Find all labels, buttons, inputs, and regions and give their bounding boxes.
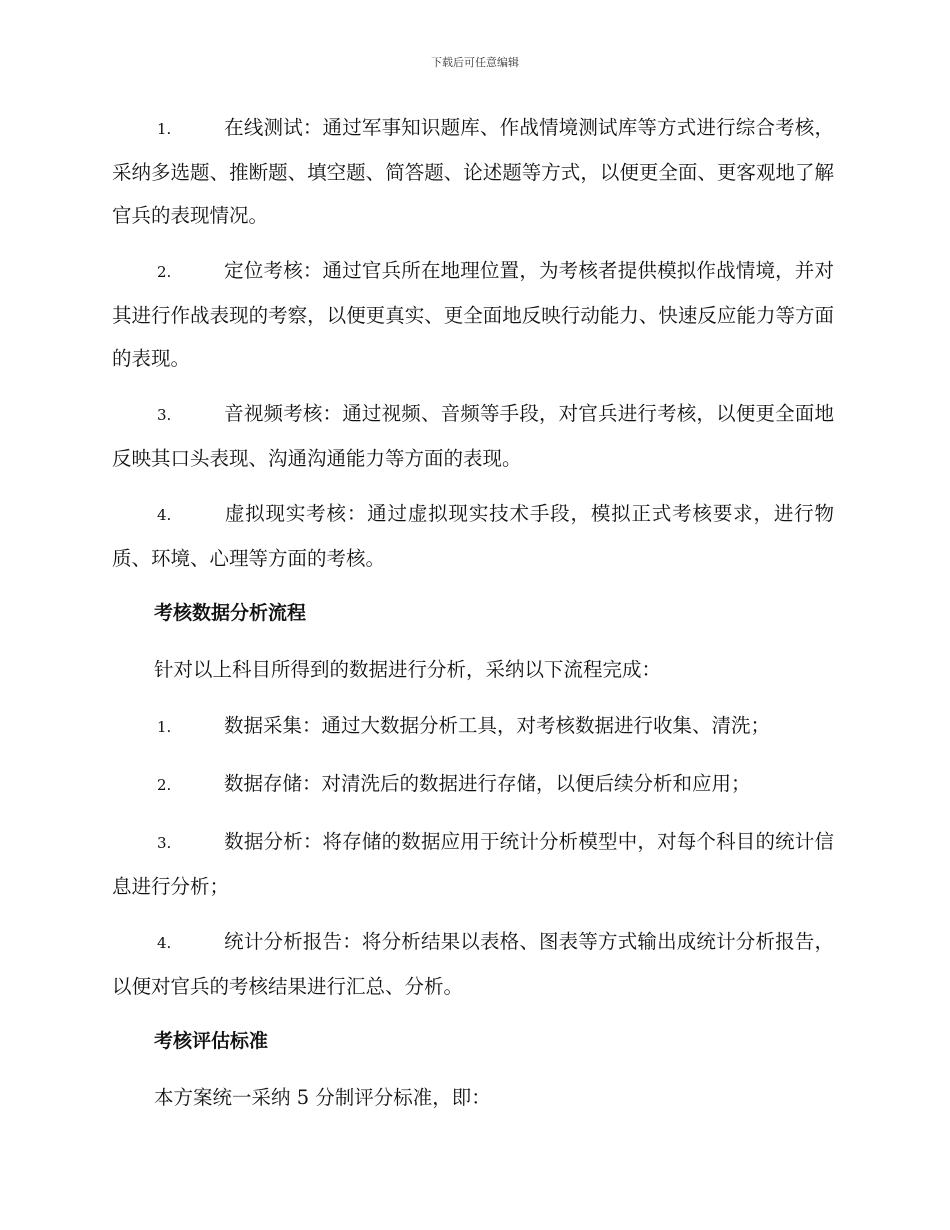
list-item-text: 定位考核：通过官兵所在地理位置，为考核者提供模拟作战情境，并对其进行作战表现的考察，以便更真实、更全面地反映行动能力、快速反应能力等方面的表现。 [112,259,834,370]
list-number: 2. [157,263,172,281]
list-number: 4. [157,934,172,952]
section-heading: 考核评估标准 [154,1030,269,1052]
list-item [112,920,834,1008]
list-number: 3. [157,406,172,424]
list-item [112,392,834,480]
list-item-text: 统计分析报告：将分析结果以表格、图表等方式输出成统计分析报告，以便对官兵的考核结果进行汇总、分析。 [112,930,834,998]
list-number: 3. [157,834,172,852]
list-item [112,492,834,580]
list-item-text: 虚拟现实考核：通过虚拟现实技术手段，模拟正式考核要求，进行物质、环境、心理等方面的考核。 [112,502,834,570]
section-intro: 针对以上科目所得到的数据进行分析，采纳以下流程完成： [154,658,662,681]
list-number: 1. [157,718,172,736]
document-body [112,106,834,1132]
list-item [112,704,834,749]
section-intro: 本方案统一采纳 5 分制评分标准，即： [154,1086,491,1109]
list-item [112,820,834,908]
page-header: 下载后可任意编辑 [431,56,519,69]
list-item-text: 数据采集：通过大数据分析工具，对考核数据进行收集、清洗； [224,714,771,737]
list-number: 4. [157,506,172,524]
list-item [112,249,834,380]
list-item-text: 在线测试：通过军事知识题库、作战情境测试库等方式进行综合考核，采纳多选题、推断题、填空题、简答题、论述题等方式，以便更全面、更客观地了解官兵的表现情况。 [112,116,834,227]
list-item [112,106,834,237]
list-item-text: 音视频考核：通过视频、音频等手段，对官兵进行考核，以便更全面地反映其口头表现、沟通沟通能力等方面的表现。 [112,402,834,470]
section-heading: 考核数据分析流程 [154,602,307,624]
list-item-text: 数据分析：将存储的数据应用于统计分析模型中，对每个科目的统计信息进行分析； [112,830,834,898]
list-number: 2. [157,776,172,794]
list-item [112,762,834,807]
list-number: 1. [157,120,172,138]
list-item-text: 数据存储：对清洗后的数据进行存储，以便后续分析和应用； [224,772,751,795]
